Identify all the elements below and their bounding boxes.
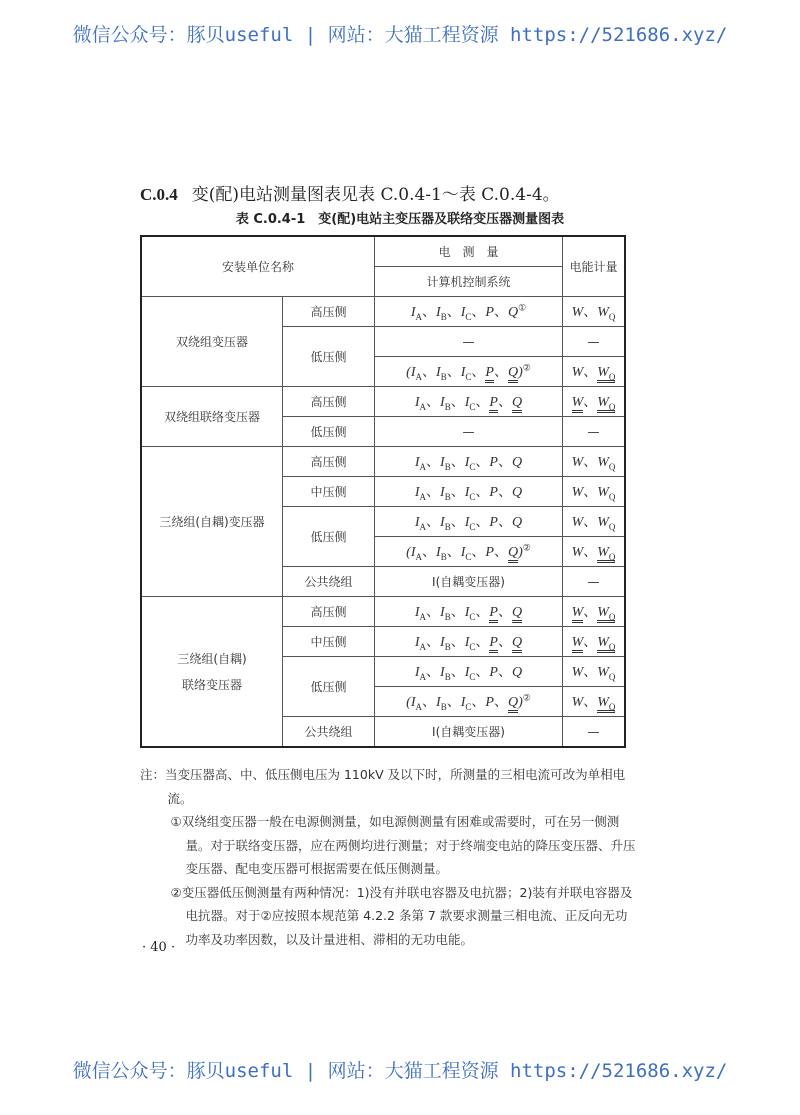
- table-caption: 表 C.0.4-1 变(配)电站主变压器及联络变压器测量图表: [235, 212, 565, 227]
- subscript: A: [419, 671, 427, 682]
- note-1: ①双绕组变压器一般在电源侧测量，如电源侧测量有困难或需要时，可在另一侧测量。对于联络变压器，应在两侧均进行测量；对于终端变电站的降压变压器、升压变压器、配电变压器可根据需要在低压侧测量。: [170, 814, 636, 876]
- subscript: A: [419, 461, 427, 472]
- symbol-P: P: [489, 395, 498, 413]
- subscript: C: [465, 311, 472, 322]
- measurement-cell: [375, 477, 563, 507]
- energy-cell: —: [563, 567, 626, 597]
- symbol-IB: $I_B$: [436, 545, 447, 562]
- subscript: Q: [608, 401, 616, 412]
- energy-formula: [572, 515, 616, 530]
- symbol-IC: $I_C$: [464, 395, 476, 412]
- voltage-side: 低压侧: [283, 657, 375, 717]
- separator: 、: [450, 485, 465, 501]
- subscript: A: [419, 611, 427, 622]
- measurement-cell: [375, 297, 563, 327]
- measurement-formula: [415, 485, 522, 500]
- energy-cell: [563, 507, 626, 537]
- header-computer-control: 计算机控制系统: [375, 267, 563, 297]
- symbol-IC: $I_C$: [464, 485, 476, 502]
- measurement-formula: [415, 395, 522, 413]
- separator: 、: [426, 635, 441, 651]
- separator: 、: [583, 365, 598, 381]
- symbol-IB: $I_B$: [440, 635, 451, 652]
- subscript: A: [419, 401, 427, 412]
- symbol-P: P: [485, 545, 494, 561]
- measurement-formula: [410, 302, 527, 322]
- subscript: Q: [608, 371, 616, 382]
- symbol-Q: Q: [507, 305, 519, 321]
- measurement-formula: [415, 605, 522, 623]
- header-electrical-measurement: 电 测 量: [375, 236, 563, 267]
- subscript: B: [444, 491, 451, 502]
- symbol-P: P: [489, 455, 498, 471]
- energy-cell: [563, 387, 626, 417]
- separator: 、: [446, 305, 461, 321]
- symbol-IB: $I_B$: [440, 455, 451, 472]
- separator: 、: [426, 665, 441, 681]
- voltage-side: 低压侧: [283, 417, 375, 447]
- symbol-Q: Q: [511, 485, 523, 501]
- measurement-cell: I(自耦变压器): [375, 717, 563, 748]
- subscript: B: [440, 551, 447, 562]
- subscript: A: [415, 551, 423, 562]
- measurement-cell: [375, 447, 563, 477]
- symbol-W: W: [572, 635, 584, 653]
- symbol-IB: $I_B$: [440, 665, 451, 682]
- symbol-IB: $I_B$: [436, 695, 447, 712]
- separator: 、: [475, 605, 490, 621]
- installation-unit: 三绕组(自耦) 联络变压器: [141, 597, 283, 748]
- energy-cell: [563, 537, 626, 567]
- measurement-formula: ($I_A$、$I_B$、$I_C$、P、Q)②: [406, 542, 531, 562]
- symbol-WQ: $W_Q$: [597, 305, 616, 322]
- table-row: [141, 447, 625, 477]
- separator: 、: [450, 605, 465, 621]
- symbol-IA: $I_A$: [410, 305, 423, 322]
- symbol-W: W: [572, 395, 584, 413]
- measurement-cell: [375, 657, 563, 687]
- section-heading: [140, 180, 560, 205]
- symbol-W: W: [572, 605, 584, 623]
- subscript: B: [440, 371, 447, 382]
- symbol-IB: $I_B$: [436, 305, 447, 322]
- subscript: B: [444, 401, 451, 412]
- header-row: [141, 236, 625, 267]
- table-row: [141, 597, 625, 627]
- separator: 、: [493, 305, 508, 321]
- separator: 、: [583, 665, 598, 681]
- separator: 、: [583, 515, 598, 531]
- symbol-WQ: $W_Q$: [597, 455, 616, 472]
- note-2: ②变压器低压侧测量有两种情况：1)没有并联电容器及电抗器；2)装有并联电容器及电抗器。对于②应按照本规范第 4.2.2 条第 7 款要求测量三相电流、正反向无功功率及功率因数，以及计量进相、滞相的无功电能。: [170, 884, 633, 947]
- separator: 、: [471, 305, 486, 321]
- separator: 、: [493, 545, 508, 561]
- measurement-formula: ($I_A$、$I_B$、$I_C$、P、Q)②: [406, 692, 531, 712]
- energy-formula: [572, 695, 616, 713]
- voltage-side: 高压侧: [283, 387, 375, 417]
- symbol-P: P: [489, 515, 498, 531]
- subscript: Q: [608, 551, 616, 562]
- energy-cell: [563, 447, 626, 477]
- subscript: C: [465, 371, 472, 382]
- symbol-W: W: [571, 485, 584, 501]
- separator: 、: [583, 695, 598, 711]
- symbol-W: W: [571, 545, 584, 561]
- separator: 、: [493, 365, 508, 381]
- separator: 、: [497, 515, 512, 531]
- symbol-P: P: [485, 695, 494, 711]
- section-number: C.0.4: [140, 185, 178, 204]
- voltage-side: 公共绕组: [283, 717, 375, 748]
- subscript: Q: [608, 521, 616, 532]
- symbol-WQ: $W_Q$: [597, 395, 616, 412]
- symbol-IC: $I_C$: [460, 365, 472, 382]
- symbol-IC: $I_C$: [464, 515, 476, 532]
- symbol-Q: Q: [511, 455, 523, 471]
- measurement-formula: ($I_A$、$I_B$、$I_C$、P、Q)②: [406, 362, 531, 382]
- separator: 、: [475, 395, 490, 411]
- measurement-formula: [415, 635, 522, 653]
- subscript: B: [440, 701, 447, 712]
- separator: 、: [446, 545, 461, 561]
- installation-unit: 三绕组(自耦)变压器: [141, 447, 283, 597]
- symbol-IC: $I_C$: [464, 635, 476, 652]
- voltage-side: 高压侧: [283, 597, 375, 627]
- symbol-Q: Q: [512, 635, 522, 653]
- energy-formula: [572, 455, 616, 470]
- separator: 、: [497, 455, 512, 471]
- measurement-cell: [375, 627, 563, 657]
- separator: 、: [422, 305, 437, 321]
- symbol-WQ: $W_Q$: [597, 365, 616, 382]
- symbol-P: P: [485, 365, 494, 383]
- subscript: C: [469, 521, 476, 532]
- subscript: C: [469, 611, 476, 622]
- separator: 、: [422, 545, 437, 561]
- subscript: Q: [608, 701, 616, 712]
- separator: 、: [583, 455, 598, 471]
- separator: 、: [497, 395, 512, 411]
- subscript: B: [444, 461, 451, 472]
- separator: 、: [471, 695, 486, 711]
- subscript: C: [469, 461, 476, 472]
- symbol-IA: $I_A$: [414, 455, 427, 472]
- footnote-mark: ①: [518, 302, 527, 313]
- symbol-IC: $I_C$: [464, 605, 476, 622]
- section-text: 变(配)电站测量图表见表 C.0.4-1～表 C.0.4-4。: [191, 185, 560, 205]
- symbol-IA: $I_A$: [414, 665, 427, 682]
- symbol-WQ: $W_Q$: [597, 515, 616, 532]
- energy-cell: —: [563, 717, 626, 748]
- separator: 、: [426, 455, 441, 471]
- symbol-W: W: [571, 665, 584, 681]
- separator: 、: [583, 635, 598, 651]
- symbol-WQ: $W_Q$: [597, 545, 616, 562]
- measurement-table: [140, 235, 626, 748]
- symbol-IB: $I_B$: [440, 485, 451, 502]
- symbol-IA: $I_A$: [414, 515, 427, 532]
- subscript: Q: [608, 461, 616, 472]
- symbol-IA: $I_A$: [410, 365, 423, 382]
- subscript: Q: [608, 491, 616, 502]
- energy-cell: [563, 297, 626, 327]
- separator: 、: [450, 665, 465, 681]
- subscript: C: [469, 401, 476, 412]
- separator: 、: [426, 605, 441, 621]
- subscript: C: [465, 551, 472, 562]
- subscript: B: [444, 521, 451, 532]
- separator: 、: [583, 485, 598, 501]
- separator: 、: [497, 605, 512, 621]
- subscript: C: [469, 491, 476, 502]
- subscript: Q: [608, 611, 616, 622]
- symbol-W: W: [571, 365, 584, 381]
- header-energy-metering: 电能计量: [563, 236, 626, 297]
- subscript: A: [419, 641, 427, 652]
- subscript: B: [440, 311, 447, 322]
- measurement-formula: [415, 455, 522, 470]
- footnote-mark: ②: [522, 542, 531, 553]
- subscript: C: [465, 701, 472, 712]
- separator: 、: [450, 455, 465, 471]
- voltage-side: 低压侧: [283, 507, 375, 567]
- energy-formula: [572, 545, 616, 563]
- separator: 、: [583, 545, 598, 561]
- subscript: A: [415, 311, 423, 322]
- separator: 、: [422, 365, 437, 381]
- symbol-IA: $I_A$: [414, 605, 427, 622]
- symbol-W: W: [571, 455, 584, 471]
- separator: 、: [422, 695, 437, 711]
- subscript: Q: [608, 671, 616, 682]
- energy-cell: [563, 687, 626, 717]
- installation-unit: 双绕组变压器: [141, 297, 283, 387]
- symbol-P: P: [489, 605, 498, 623]
- watermark-top: 微信公众号：豚贝useful | 网站：大猫工程资源 https://521686.xyz/: [72, 24, 728, 46]
- symbol-IB: $I_B$: [436, 365, 447, 382]
- subscript: A: [415, 701, 423, 712]
- symbol-W: W: [571, 305, 584, 321]
- measurement-cell: [375, 687, 563, 717]
- separator: 、: [471, 365, 486, 381]
- subscript: C: [469, 641, 476, 652]
- voltage-side: 高压侧: [283, 447, 375, 477]
- voltage-side: 中压侧: [283, 477, 375, 507]
- symbol-P: P: [485, 305, 494, 321]
- subscript: C: [469, 671, 476, 682]
- symbol-P: P: [489, 485, 498, 501]
- symbol-IA: $I_A$: [414, 395, 427, 412]
- table-row: [141, 387, 625, 417]
- symbol-IA: $I_A$: [414, 635, 427, 652]
- separator: 、: [497, 635, 512, 651]
- subscript: Q: [608, 311, 616, 322]
- measurement-cell: [375, 387, 563, 417]
- separator: 、: [475, 515, 490, 531]
- symbol-W: W: [571, 695, 584, 711]
- symbol-P: P: [489, 635, 498, 653]
- separator: 、: [583, 395, 598, 411]
- separator: 、: [583, 305, 598, 321]
- energy-cell: —: [563, 417, 626, 447]
- installation-unit: 双绕组联络变压器: [141, 387, 283, 447]
- subscript: A: [419, 521, 427, 532]
- energy-formula: [572, 665, 616, 680]
- voltage-side: 公共绕组: [283, 567, 375, 597]
- separator: 、: [471, 545, 486, 561]
- separator: 、: [426, 485, 441, 501]
- symbol-IB: $I_B$: [440, 395, 451, 412]
- symbol-WQ: $W_Q$: [597, 485, 616, 502]
- watermark-bottom: 微信公众号：豚贝useful | 网站：大猫工程资源 https://521686.xyz/: [72, 1060, 728, 1082]
- measurement-cell: —: [375, 417, 563, 447]
- measurement-cell: I(自耦变压器): [375, 567, 563, 597]
- symbol-IB: $I_B$: [440, 515, 451, 532]
- measurement-formula: [415, 665, 522, 680]
- separator: 、: [446, 695, 461, 711]
- energy-cell: [563, 657, 626, 687]
- energy-formula: [572, 485, 616, 500]
- separator: 、: [446, 365, 461, 381]
- symbol-IA: $I_A$: [414, 485, 427, 502]
- separator: 、: [475, 635, 490, 651]
- separator: 、: [493, 695, 508, 711]
- subscript: B: [444, 641, 451, 652]
- footnote-mark: ②: [522, 362, 531, 373]
- separator: 、: [450, 515, 465, 531]
- voltage-side: 中压侧: [283, 627, 375, 657]
- table-row: [141, 297, 625, 327]
- symbol-Q: Q: [508, 695, 518, 713]
- energy-formula: [572, 365, 616, 383]
- measurement-cell: [375, 597, 563, 627]
- footnote-mark: ②: [522, 692, 531, 703]
- subscript: A: [415, 371, 423, 382]
- header-unit-name: 安装单位名称: [141, 236, 375, 297]
- symbol-IB: $I_B$: [440, 605, 451, 622]
- energy-formula: [572, 635, 616, 653]
- symbol-Q: Q: [508, 545, 518, 563]
- symbol-IA: $I_A$: [410, 695, 423, 712]
- subscript: B: [444, 611, 451, 622]
- separator: 、: [426, 515, 441, 531]
- symbol-WQ: $W_Q$: [597, 665, 616, 682]
- separator: 、: [497, 665, 512, 681]
- symbol-WQ: $W_Q$: [597, 695, 616, 712]
- measurement-cell: —: [375, 327, 563, 357]
- symbol-IA: $I_A$: [410, 545, 423, 562]
- energy-cell: [563, 357, 626, 387]
- separator: 、: [426, 395, 441, 411]
- energy-formula: [572, 395, 616, 413]
- symbol-WQ: $W_Q$: [597, 605, 616, 622]
- separator: 、: [583, 605, 598, 621]
- symbol-Q: Q: [508, 365, 518, 383]
- symbol-IC: $I_C$: [464, 665, 476, 682]
- energy-cell: —: [563, 327, 626, 357]
- page-number: · 40 ·: [142, 940, 176, 955]
- measurement-cell: [375, 537, 563, 567]
- note-general: 注：当变压器高、中、低压侧电压为 110kV 及以下时，所测量的三相电流可改为单相电流。: [140, 767, 626, 806]
- separator: 、: [497, 485, 512, 501]
- subscript: A: [419, 491, 427, 502]
- energy-cell: [563, 597, 626, 627]
- voltage-side: 低压侧: [283, 327, 375, 387]
- energy-formula: [572, 305, 616, 320]
- measurement-formula: [415, 515, 522, 530]
- subscript: Q: [608, 641, 616, 652]
- separator: 、: [475, 455, 490, 471]
- measurement-cell: [375, 507, 563, 537]
- symbol-IC: $I_C$: [460, 545, 472, 562]
- voltage-side: 高压侧: [283, 297, 375, 327]
- symbol-IC: $I_C$: [460, 305, 472, 322]
- energy-cell: [563, 627, 626, 657]
- separator: 、: [475, 485, 490, 501]
- symbol-IC: $I_C$: [460, 695, 472, 712]
- energy-cell: [563, 477, 626, 507]
- symbol-W: W: [571, 515, 584, 531]
- symbol-WQ: $W_Q$: [597, 635, 616, 652]
- measurement-cell: [375, 357, 563, 387]
- symbol-Q: Q: [511, 665, 523, 681]
- subscript: B: [444, 671, 451, 682]
- symbol-Q: Q: [512, 605, 522, 623]
- symbol-IC: $I_C$: [464, 455, 476, 472]
- energy-formula: [572, 605, 616, 623]
- symbol-Q: Q: [511, 515, 523, 531]
- separator: 、: [475, 665, 490, 681]
- symbol-P: P: [489, 665, 498, 681]
- separator: 、: [450, 635, 465, 651]
- separator: 、: [450, 395, 465, 411]
- symbol-Q: Q: [512, 395, 522, 413]
